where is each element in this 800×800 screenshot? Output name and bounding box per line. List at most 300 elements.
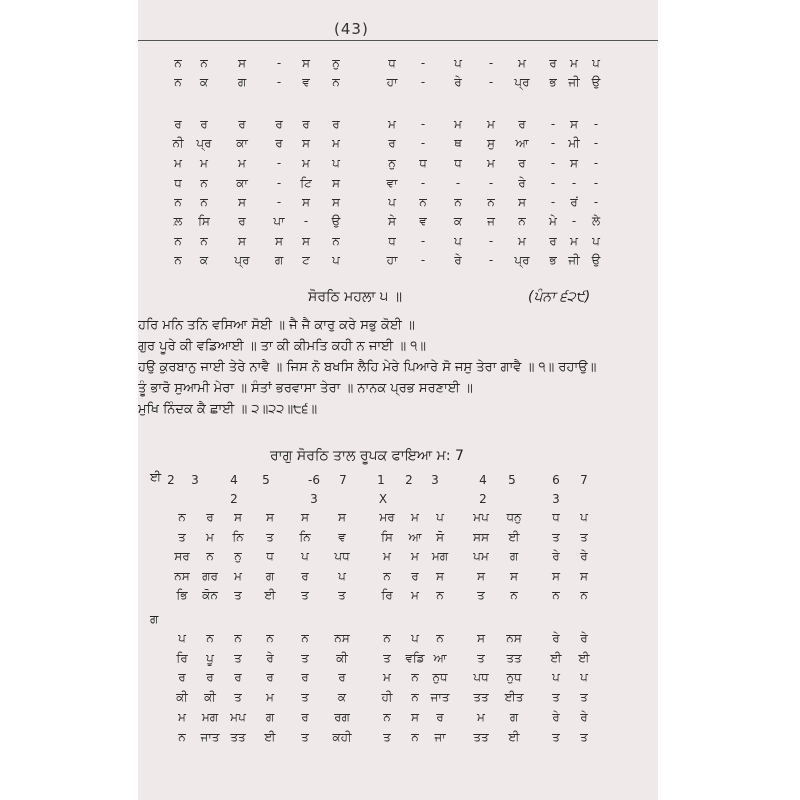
- notation-cell: -: [550, 176, 556, 190]
- notation-cell: ਪ: [592, 56, 600, 70]
- notation-cell: ਸ: [238, 56, 246, 70]
- notation-cell: ਰ: [302, 117, 310, 131]
- notation-cell: ਨ: [436, 588, 444, 602]
- notation-cell: ਨ: [419, 195, 427, 209]
- notation-cell: ਨ: [487, 195, 495, 209]
- notation-cell: ਮ: [518, 56, 526, 70]
- notation-cell: ਨ: [174, 234, 182, 248]
- notation-cell: ਹਾ: [386, 75, 398, 89]
- notation-cell: ਈਤ: [504, 690, 524, 704]
- notation-cell: -: [550, 136, 556, 150]
- notation-cell: ਸ: [238, 195, 246, 209]
- beat-number: 2: [167, 473, 175, 487]
- notation-cell: ਸ: [552, 569, 560, 583]
- beat-mark: 3: [310, 492, 318, 506]
- beat-number: 2: [405, 473, 413, 487]
- beat-mark: 2: [479, 492, 487, 506]
- notation-cell: ਨ: [174, 195, 182, 209]
- notation-cell: ਤ: [301, 730, 309, 744]
- notation-cell: ਨ: [411, 670, 419, 684]
- notation-cell: ਮ: [238, 156, 246, 170]
- notation-cell: ਮ: [302, 156, 310, 170]
- notation-cell: ਕਾ: [236, 136, 248, 150]
- notation-cell: ਈ: [550, 651, 562, 665]
- beat-number: 5: [508, 473, 516, 487]
- notation-cell: ਨ: [174, 75, 182, 89]
- notation-cell: ਸ: [302, 195, 310, 209]
- notation-cell: ਭ: [549, 253, 557, 267]
- notation-cell: ਮ: [411, 549, 419, 563]
- notation-cell: ਨ: [234, 631, 242, 645]
- notation-cell: ਵਾ: [386, 176, 398, 190]
- notation-cell: ਨਸ: [334, 631, 350, 645]
- notation-cell: -: [571, 176, 577, 190]
- notation-cell: ਵ: [338, 530, 346, 544]
- notation-cell: -: [420, 136, 426, 150]
- notation-cell: -: [593, 156, 599, 170]
- notation-cell: ਰ: [275, 136, 283, 150]
- notation-cell: ਕ: [337, 690, 347, 704]
- beat-mark: 3: [552, 492, 560, 506]
- notation-cell: ਟਿ: [300, 176, 312, 190]
- notation-cell: -: [488, 253, 494, 267]
- notation-cell: ਨ: [518, 214, 526, 228]
- notation-cell: ਸ: [411, 710, 419, 724]
- notation-cell: ਨੁ: [332, 56, 340, 70]
- notation-cell: ਰਿ: [381, 588, 393, 602]
- notation-cell: ਰ: [518, 117, 526, 131]
- beat-number: 3: [191, 473, 199, 487]
- notation-cell: ਮ: [206, 530, 214, 544]
- notation-cell: ਤ: [552, 530, 560, 544]
- notation-cell: ਕੀ: [336, 651, 348, 665]
- notation-cell: ਤ: [477, 588, 485, 602]
- notation-cell: ਤਤ: [230, 730, 246, 744]
- notation-cell: ਧ: [266, 549, 274, 563]
- notation-cell: ਨ: [200, 56, 208, 70]
- notation-cell: ਨ: [383, 631, 391, 645]
- notation-cell: ਈ: [578, 651, 590, 665]
- notation-cell: ਸੋ: [436, 530, 444, 544]
- verse-line: ਹਉ ਕੁਰਬਾਨੁ ਜਾਈ ਤੇਰੇ ਨਾਵੈ ॥ ਜਿਸ ਨੋ ਬਖਸਿ ਲੈਹਿ ਮੇਰੇ ਪਿਆਰੇ ਸੋ ਜਸੁ ਤੇਰਾ ਗਾਵੈ ॥ ੧॥ ਰਹਾਉ॥: [138, 360, 597, 375]
- notation-cell: -: [303, 214, 309, 228]
- notation-cell: ਈ: [264, 730, 276, 744]
- verse-line: ਤੂੰ ਭਾਰੋ ਸੁਆਮੀ ਮੇਰਾ ॥ ਸੰਤਾਂ ਭਰਵਾਸਾ ਤੇਰਾ ॥ ਨਾਨਕ ਪ੍ਰਭ ਸਰਣਾਈ ॥: [138, 381, 473, 396]
- notation-cell: ਨ: [436, 631, 444, 645]
- notation-cell: ਰ: [234, 670, 242, 684]
- notation-cell: ਕ: [199, 253, 209, 267]
- notation-cell: ਮਪ: [473, 510, 489, 524]
- notation-cell: ਨ: [383, 710, 391, 724]
- notation-cell: ਤਤ: [506, 651, 522, 665]
- notation-cell: ਪ੍ਰ: [234, 253, 250, 267]
- notation-cell: ਪ: [301, 549, 309, 563]
- notation-cell: ਤਤ: [473, 690, 489, 704]
- notation-cell: ਮੀ: [568, 136, 580, 150]
- notation-cell: ਧ: [174, 176, 182, 190]
- notation-cell: ਮ: [200, 156, 208, 170]
- notation-cell: ਪ: [580, 510, 588, 524]
- notation-cell: ਨ: [383, 569, 391, 583]
- notation-cell: -: [488, 234, 494, 248]
- notation-cell: ਪ: [178, 631, 186, 645]
- notation-cell: -: [593, 136, 599, 150]
- notation-cell: -: [593, 176, 599, 190]
- notation-cell: ਰੇ: [266, 651, 274, 665]
- notation-cell: ਹਾ: [386, 253, 398, 267]
- notation-cell: ਮ: [178, 710, 186, 724]
- notation-cell: ਧ: [454, 156, 462, 170]
- notation-cell: ਲ਼: [173, 214, 183, 228]
- notation-cell: -: [420, 56, 426, 70]
- notation-cell: ਵ: [419, 214, 427, 228]
- notation-cell: ਪੂ: [206, 651, 214, 665]
- notation-cell: ਸ: [338, 510, 346, 524]
- notation-cell: ਨ: [332, 75, 340, 89]
- book-page: [138, 0, 658, 800]
- notation-cell: ਰ: [174, 117, 182, 131]
- notation-cell: ਨ: [510, 588, 518, 602]
- notation-cell: ਨਸ: [174, 569, 190, 583]
- notation-cell: ਸ: [275, 234, 283, 248]
- notation-cell: ਨਿ: [232, 530, 244, 544]
- notation-cell: ਮ: [234, 569, 242, 583]
- notation-cell: ਰ: [436, 710, 444, 724]
- notation-cell: ਮ: [383, 670, 391, 684]
- notation-cell: ਮ: [487, 117, 495, 131]
- notation-cell: ਈ: [508, 530, 520, 544]
- notation-cell: ਪ: [388, 195, 396, 209]
- notation-cell: ਰਂ: [570, 195, 578, 209]
- notation-cell: ਨੁ: [388, 156, 396, 170]
- notation-cell: ਤ: [580, 730, 588, 744]
- notation-cell: ਆ: [433, 651, 447, 665]
- notation-cell: ਸੇ: [388, 214, 396, 228]
- notation-cell: ਥ: [454, 136, 462, 150]
- notation-cell: -: [550, 156, 556, 170]
- notation-cell: ਤ: [580, 690, 588, 704]
- notation-cell: ਪ: [332, 156, 340, 170]
- notation-cell: -: [420, 176, 426, 190]
- notation-cell: ਮ: [487, 156, 495, 170]
- notation-cell: ਮਗ: [201, 710, 219, 724]
- notation-cell: ਮ: [477, 710, 485, 724]
- notation-cell: ਤ: [266, 530, 274, 544]
- notation-cell: ਸਿ: [381, 530, 393, 544]
- notation-cell: ਰ: [549, 234, 557, 248]
- notation-cell: ਪ: [454, 56, 462, 70]
- notation-cell: ਨ: [332, 234, 340, 248]
- notation-cell: ਗ: [509, 549, 519, 563]
- notation-cell: -: [276, 195, 282, 209]
- notation-cell: ਸ: [477, 631, 485, 645]
- notation-cell: ਮ: [411, 510, 419, 524]
- notation-cell: ਤ: [234, 651, 242, 665]
- notation-cell: ਤ: [552, 730, 560, 744]
- notation-cell: ਗਰ: [202, 569, 218, 583]
- notation-cell: -: [420, 253, 426, 267]
- notation-cell: -: [488, 75, 494, 89]
- notation-cell: ਪ: [454, 234, 462, 248]
- notation-cell: ਤ: [477, 651, 485, 665]
- notation-cell: ਰੇ: [580, 549, 588, 563]
- notation-cell: ਨ: [580, 588, 588, 602]
- notation-cell: ਤ: [383, 651, 391, 665]
- notation-cell: ਧ: [388, 234, 396, 248]
- notation-cell: ਸ: [302, 136, 310, 150]
- notation-cell: ਧ: [419, 156, 427, 170]
- notation-cell: ਜੀ: [568, 253, 580, 267]
- notation-cell: ਪ: [580, 670, 588, 684]
- notation-cell: ਤ: [301, 651, 309, 665]
- beat-number: 6: [552, 473, 560, 487]
- notation-cell: -: [420, 234, 426, 248]
- notation-cell: ਰਗ: [334, 710, 350, 724]
- notation-cell: ਨ: [454, 195, 462, 209]
- notation-cell: -: [550, 117, 556, 131]
- notation-cell: ਜਾਤ: [200, 730, 220, 744]
- notation-cell: ਰੇ: [518, 176, 526, 190]
- notation-cell: ਮੇ: [549, 214, 557, 228]
- beat-number: 1: [377, 473, 385, 487]
- notation-cell: ਸੁ: [487, 136, 495, 150]
- notation-cell: ਤ: [301, 690, 309, 704]
- notation-cell: ਨਸ: [506, 631, 522, 645]
- notation-cell: -: [571, 214, 577, 228]
- notation-cell: ਕੀ: [176, 690, 188, 704]
- notation-cell: ਸ: [266, 510, 274, 524]
- notation-cell: ਗ: [237, 75, 247, 89]
- notation-cell: -: [276, 176, 282, 190]
- beat-mark: X: [378, 492, 388, 506]
- notation-cell: ਧਨੁ: [506, 510, 522, 524]
- notation-cell: ਮ: [518, 234, 526, 248]
- notation-cell: ਤ: [301, 588, 309, 602]
- notation-cell: ਮ: [411, 588, 419, 602]
- page-number: (43): [334, 20, 369, 38]
- notation-cell: ਨ: [411, 690, 419, 704]
- notation-cell: ਸ: [238, 234, 246, 248]
- notation-cell: ਰ: [200, 117, 208, 131]
- beat-number: 3: [431, 473, 439, 487]
- notation-cell: ਰ: [411, 569, 419, 583]
- beat-number: 7: [580, 473, 588, 487]
- notation-cell: ਈ: [508, 730, 520, 744]
- notation-cell: ਗ: [509, 710, 519, 724]
- notation-cell: ਧ: [388, 56, 396, 70]
- notation-cell: ਧ: [552, 510, 560, 524]
- notation-cell: ਸਸ: [473, 530, 489, 544]
- notation-cell: ਨੁਧ: [432, 670, 448, 684]
- section2-heading: ਰਾਗੁ ਸੋਰਠਿ ਤਾਲ ਰੂਪਕ ਫਾਇਆ ਮ: 7: [270, 448, 464, 464]
- notation-cell: ਸ: [302, 234, 310, 248]
- notation-cell: ਗ: [274, 253, 284, 267]
- notation-cell: ਪ: [332, 253, 340, 267]
- notation-cell: -: [488, 56, 494, 70]
- section2-label-top: ਈ: [150, 470, 162, 484]
- notation-cell: ਸ: [436, 569, 444, 583]
- notation-cell: ਰੇ: [552, 710, 560, 724]
- notation-cell: ਜ: [487, 214, 495, 228]
- notation-cell: ਰੇ: [454, 253, 462, 267]
- notation-cell: ਕੀ: [204, 690, 216, 704]
- notation-cell: ਮ: [266, 690, 274, 704]
- notation-cell: ਰ: [301, 710, 309, 724]
- notation-cell: ਪ: [592, 234, 600, 248]
- notation-cell: ਰ: [206, 510, 214, 524]
- notation-cell: ਪਮ: [473, 549, 489, 563]
- notation-cell: ਪਧ: [473, 670, 489, 684]
- notation-cell: ਨ: [206, 549, 214, 563]
- notation-cell: ਮ: [388, 117, 396, 131]
- notation-cell: ਤ: [338, 588, 346, 602]
- notation-cell: ਜੀ: [568, 75, 580, 89]
- notation-cell: ਮ: [570, 56, 578, 70]
- notation-cell: ਨ: [200, 234, 208, 248]
- notation-cell: ਕ: [453, 214, 463, 228]
- notation-cell: ਭਿ: [176, 588, 188, 602]
- notation-cell: ਨ: [301, 631, 309, 645]
- notation-cell: ਸਿ: [198, 214, 210, 228]
- notation-cell: ਨੁ: [234, 549, 242, 563]
- notation-cell: ਰ: [266, 670, 274, 684]
- notation-cell: ਨ: [552, 588, 560, 602]
- notation-cell: ਤ: [178, 530, 186, 544]
- section1-heading: ਸੋਰਠਿ ਮਹਲਾ ੫ ॥: [308, 289, 403, 305]
- notation-cell: -: [420, 75, 426, 89]
- notation-cell: ਲੇ: [591, 214, 601, 228]
- notation-cell: ਪ੍ਰ: [196, 136, 212, 150]
- notation-cell: -: [276, 56, 282, 70]
- notation-cell: ਜਾਤ: [430, 690, 450, 704]
- beat-number: 4: [230, 473, 238, 487]
- notation-cell: ਰ: [388, 136, 396, 150]
- notation-cell: ਪ: [338, 569, 346, 583]
- notation-cell: ਗ: [265, 569, 275, 583]
- notation-cell: ਸ: [510, 569, 518, 583]
- notation-cell: ਟ: [302, 253, 310, 267]
- beat-mark: 2: [230, 492, 238, 506]
- notation-cell: -: [550, 195, 556, 209]
- notation-cell: ਰ: [178, 670, 186, 684]
- notation-cell: ਉ: [591, 253, 601, 267]
- notation-cell: ਕਾ: [236, 176, 248, 190]
- notation-cell: ਰ: [518, 156, 526, 170]
- notation-cell: ਮ: [570, 234, 578, 248]
- notation-cell: ਪ੍ਰ: [514, 253, 530, 267]
- notation-cell: ਉ: [591, 75, 601, 89]
- notation-cell: ਜਾ: [434, 730, 446, 744]
- notation-cell: ਆ: [408, 530, 422, 544]
- notation-cell: ਰਿ: [176, 651, 188, 665]
- notation-cell: ਤ: [234, 690, 242, 704]
- notation-cell: -: [420, 117, 426, 131]
- notation-cell: ਸ: [580, 569, 588, 583]
- notation-cell: -: [593, 195, 599, 209]
- notation-cell: ਨੁਧ: [506, 670, 522, 684]
- notation-cell: ਹੀ: [381, 690, 393, 704]
- notation-cell: ਪ: [552, 670, 560, 684]
- section1-page-ref: (ਪੰਨਾ ੬੨੯): [528, 289, 591, 305]
- notation-cell: ਨਿ: [299, 530, 311, 544]
- notation-cell: ਰੇ: [552, 631, 560, 645]
- notation-cell: ਤ: [234, 588, 242, 602]
- notation-cell: ਪ: [436, 510, 444, 524]
- notation-cell: ਰ: [301, 670, 309, 684]
- notation-cell: ਤ: [552, 690, 560, 704]
- notation-cell: ਮ: [454, 117, 462, 131]
- notation-cell: ਰੇ: [580, 710, 588, 724]
- notation-cell: ਸ: [570, 117, 578, 131]
- notation-cell: ਸਰ: [174, 549, 190, 563]
- notation-cell: ਮ: [332, 136, 340, 150]
- notation-cell: ਤਤ: [473, 730, 489, 744]
- notation-cell: ਨੀ: [172, 136, 184, 150]
- notation-cell: ਰ: [275, 117, 283, 131]
- notation-cell: ਵ: [302, 75, 310, 89]
- notation-cell: ਪ੍ਰ: [514, 75, 530, 89]
- notation-cell: ਆ: [515, 136, 529, 150]
- notation-cell: ਸ: [302, 56, 310, 70]
- notation-cell: ਰੇ: [552, 549, 560, 563]
- notation-cell: ਤ: [383, 730, 391, 744]
- notation-cell: ਰ: [206, 670, 214, 684]
- notation-cell: ਨ: [174, 56, 182, 70]
- notation-cell: ਭ: [549, 75, 557, 89]
- verse-line: ਗੁਰ ਪੂਰੇ ਕੀ ਵਡਿਆਈ ॥ ਤਾ ਕੀ ਕੀਮਤਿ ਕਹੀ ਨ ਜਾਈ ॥ ੧॥: [138, 339, 427, 354]
- notation-cell: ਰ: [549, 56, 557, 70]
- notation-cell: -: [276, 156, 282, 170]
- beat-number: 4: [479, 473, 487, 487]
- header-rule: [138, 40, 658, 41]
- notation-cell: ਗ: [265, 710, 275, 724]
- notation-cell: ਮ: [174, 156, 182, 170]
- notation-cell: ਸ: [570, 156, 578, 170]
- notation-cell: ਵਡਿ: [405, 651, 425, 665]
- beat-number: 7: [339, 473, 347, 487]
- beat-number: -6: [308, 473, 320, 487]
- notation-cell: -: [276, 75, 282, 89]
- notation-cell: ਨ: [266, 631, 274, 645]
- notation-cell: ਈ: [264, 588, 276, 602]
- notation-cell: ਸ: [332, 176, 340, 190]
- notation-cell: ਸ: [332, 195, 340, 209]
- notation-cell: ਨ: [200, 176, 208, 190]
- notation-cell: ਨ: [174, 253, 182, 267]
- section2-label-mid: ਗ: [150, 612, 159, 626]
- notation-cell: ਉ: [331, 214, 341, 228]
- notation-cell: ਕਹੀ: [332, 730, 352, 744]
- notation-cell: ਰੇ: [454, 75, 462, 89]
- notation-cell: ਕ: [199, 75, 209, 89]
- notation-cell: -: [488, 176, 494, 190]
- notation-cell: ਨ: [178, 510, 186, 524]
- notation-cell: ਮਪ: [230, 710, 246, 724]
- notation-cell: ਰੇ: [580, 631, 588, 645]
- notation-cell: ਸ: [518, 195, 526, 209]
- notation-cell: ਰ: [332, 117, 340, 131]
- notation-cell: ਨ: [178, 730, 186, 744]
- notation-cell: ਸ: [301, 510, 309, 524]
- notation-cell: ਮਗ: [431, 549, 449, 563]
- notation-cell: ਤ: [580, 530, 588, 544]
- notation-cell: ਮਰ: [379, 510, 395, 524]
- notation-cell: ਨ: [206, 631, 214, 645]
- notation-cell: ਨ: [200, 195, 208, 209]
- beat-number: 5: [262, 473, 270, 487]
- notation-cell: -: [593, 117, 599, 131]
- notation-cell: -: [455, 176, 461, 190]
